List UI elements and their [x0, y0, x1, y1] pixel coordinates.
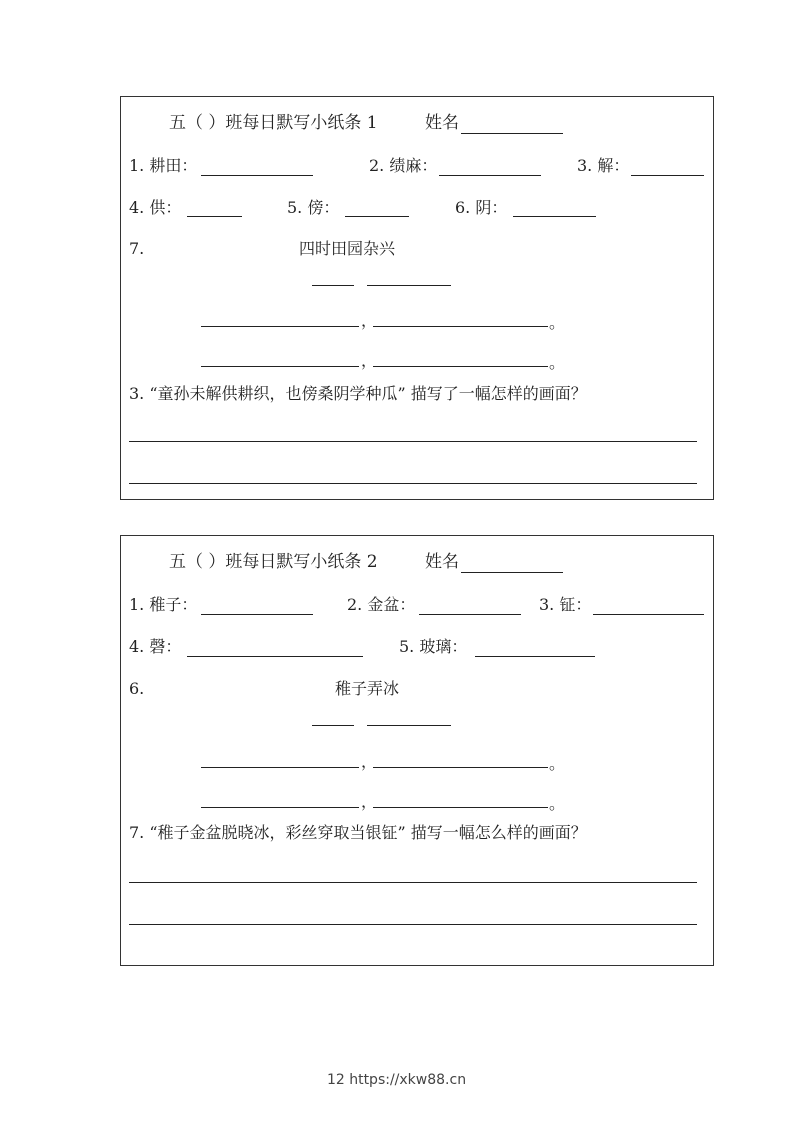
verse-3-blank[interactable] [201, 366, 359, 367]
verse-4-punct: 。 [549, 353, 566, 372]
item-5: 5. 玻璃： [399, 637, 468, 656]
item-1: 1. 稚子： [129, 595, 198, 614]
item-1-blank[interactable] [201, 175, 313, 176]
verse-3-blank[interactable] [201, 807, 359, 808]
name-blank[interactable] [461, 133, 563, 134]
poem-number: 6. [129, 679, 145, 698]
answer-line-2[interactable] [129, 924, 697, 925]
author-blank[interactable] [367, 285, 451, 286]
item-2: 2. 绩麻： [369, 156, 438, 175]
item-6-blank[interactable] [513, 216, 596, 217]
dynasty-blank[interactable] [312, 725, 354, 726]
item-3: 3. 解： [577, 156, 630, 175]
item-2-blank[interactable] [439, 175, 541, 176]
name-label: 姓名 [425, 552, 459, 572]
item-4-blank[interactable] [187, 656, 363, 657]
verse-3-punct: ， [361, 351, 378, 370]
verse-2-blank[interactable] [373, 326, 548, 327]
author-blank[interactable] [367, 725, 451, 726]
dynasty-blank[interactable] [312, 285, 354, 286]
answer-line-1[interactable] [129, 882, 697, 883]
item-2-blank[interactable] [419, 614, 521, 615]
verse-1-blank[interactable] [201, 326, 359, 327]
verse-1-punct: ， [361, 752, 378, 771]
card-title: 五（ ）班每日默写小纸条 1 [169, 113, 378, 133]
item-5-blank[interactable] [475, 656, 595, 657]
item-2: 2. 金盆： [347, 595, 416, 614]
item-4: 4. 供： [129, 198, 182, 217]
page-footer: 12 https://xkw88.cn [326, 1072, 467, 1088]
verse-2-punct: 。 [549, 313, 566, 332]
dictation-card-1 [120, 96, 714, 500]
verse-4-blank[interactable] [373, 366, 548, 367]
card-title: 五（ ）班每日默写小纸条 2 [169, 552, 378, 572]
verse-1-punct: ， [361, 311, 378, 330]
name-label: 姓名 [425, 113, 459, 133]
poem-number: 7. [129, 239, 145, 258]
poem-title: 四时田园杂兴 [299, 239, 396, 258]
item-3-blank[interactable] [593, 614, 704, 615]
answer-line-2[interactable] [129, 483, 697, 484]
item-5-blank[interactable] [345, 216, 409, 217]
item-5: 5. 傍： [287, 198, 340, 217]
question: 7. “稚子金盆脱晓冰，彩丝穿取当银钲” 描写一幅怎么样的画面？ [129, 823, 587, 842]
verse-4-blank[interactable] [373, 807, 548, 808]
answer-line-1[interactable] [129, 441, 697, 442]
question: 3. “童孙未解供耕织，也傍桑阴学种瓜” 描写了一幅怎样的画面？ [129, 384, 587, 403]
verse-2-blank[interactable] [373, 767, 548, 768]
verse-3-punct: ， [361, 792, 378, 811]
verse-2-punct: 。 [549, 754, 566, 773]
name-blank[interactable] [461, 572, 563, 573]
verse-4-punct: 。 [549, 794, 566, 813]
dictation-card-2 [120, 535, 714, 966]
item-1: 1. 耕田： [129, 156, 198, 175]
item-3-blank[interactable] [631, 175, 704, 176]
item-6: 6. 阴： [455, 198, 508, 217]
verse-1-blank[interactable] [201, 767, 359, 768]
item-1-blank[interactable] [201, 614, 313, 615]
item-4-blank[interactable] [187, 216, 242, 217]
poem-title: 稚子弄冰 [335, 679, 400, 698]
item-3: 3. 钲： [539, 595, 592, 614]
item-4: 4. 磬： [129, 637, 182, 656]
